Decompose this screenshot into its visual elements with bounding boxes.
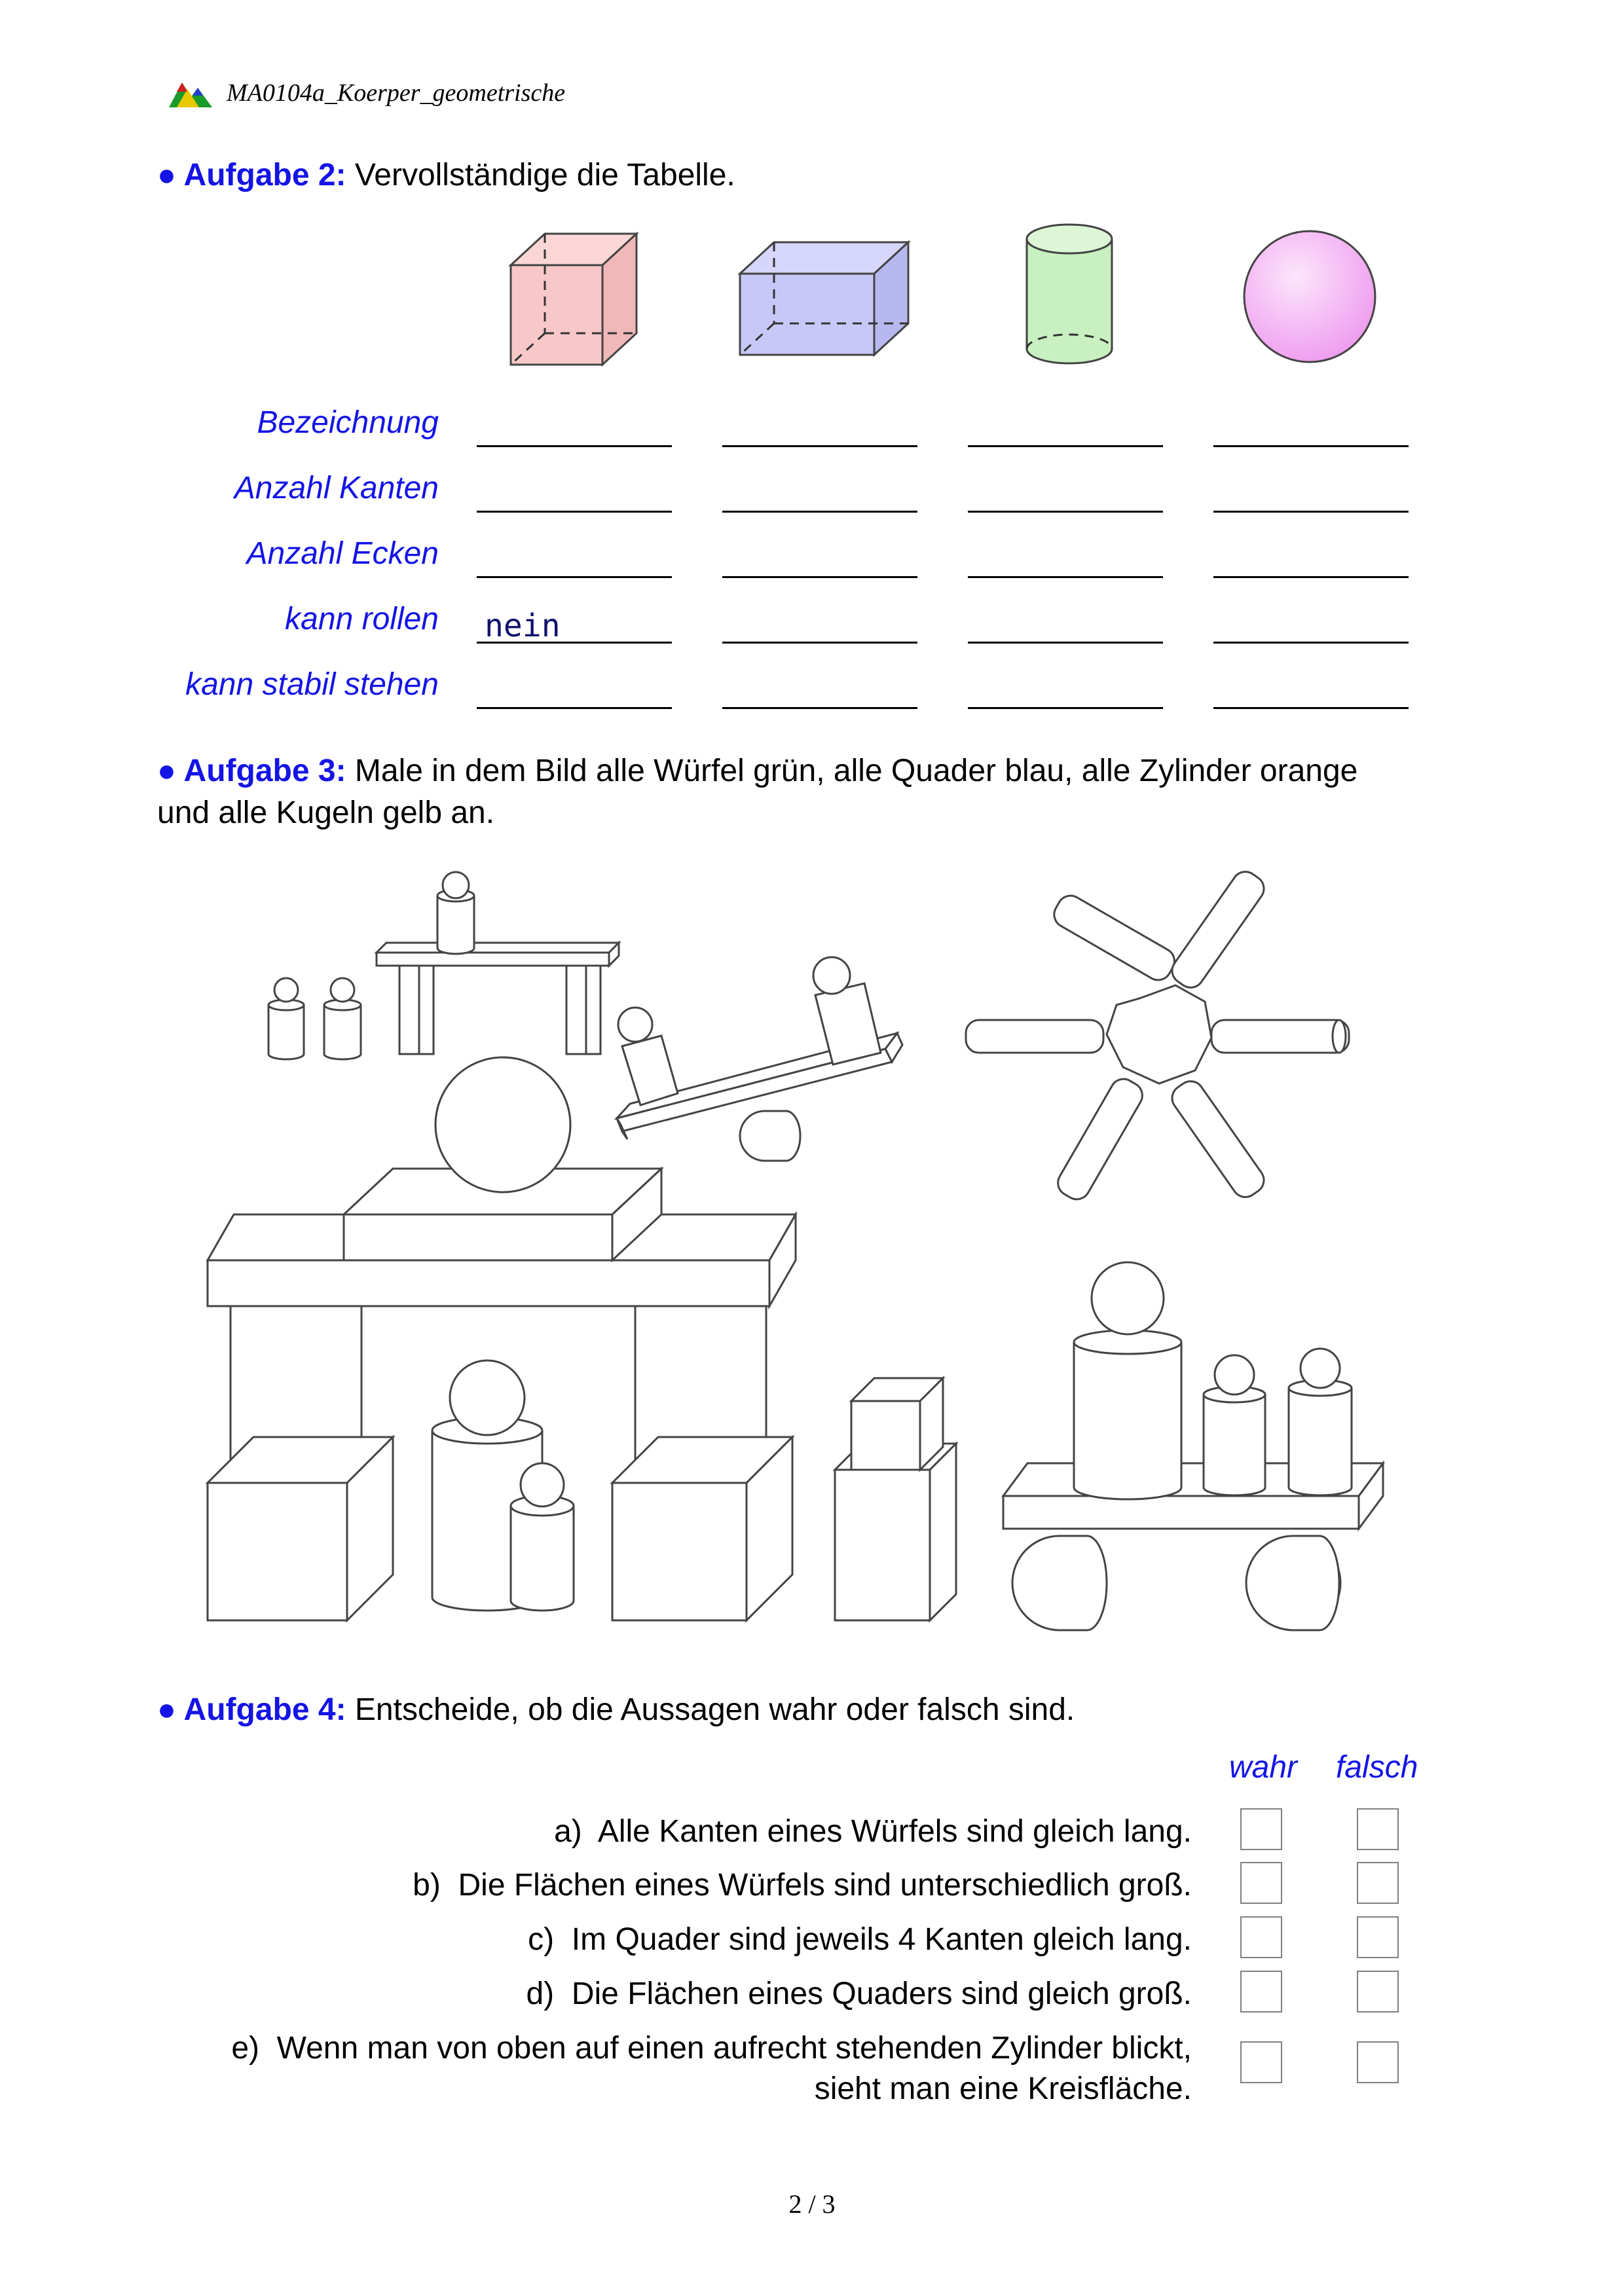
answer-ecken-2[interactable]	[722, 576, 917, 578]
answer-stehen-1[interactable]	[477, 707, 672, 709]
checkbox-a-falsch[interactable]	[1357, 1808, 1399, 1850]
mountain-logo-icon	[168, 77, 213, 109]
answer-stehen-2[interactable]	[722, 707, 917, 709]
checkbox-b-wahr[interactable]	[1240, 1862, 1282, 1904]
checkbox-e-falsch[interactable]	[1357, 2041, 1399, 2083]
answer-rollen-3[interactable]	[968, 642, 1163, 644]
page-number: 2 / 3	[788, 2189, 836, 2219]
cart-with-figures	[1003, 1262, 1383, 1630]
column-falsch: falsch	[1336, 1750, 1418, 1785]
answer-rollen-2[interactable]	[722, 642, 917, 644]
answer-rollen-4[interactable]	[1213, 642, 1409, 644]
answer-bezeichnung-3[interactable]	[968, 445, 1163, 447]
column-wahr: wahr	[1229, 1750, 1298, 1785]
statement-e-letter: e)	[231, 2031, 259, 2066]
statement-a	[79, 1812, 1192, 1852]
statement-c-letter: c)	[528, 1922, 555, 1957]
answer-rollen-1-text: nein	[485, 608, 561, 644]
statement-e-text: Wenn man von oben auf einen aufrecht stehenden Zylinder blickt,	[276, 2031, 1192, 2066]
table-with-figure	[377, 872, 619, 1054]
statement-c	[79, 1920, 1192, 1960]
statement-d-text: Die Flächen eines Quaders sind gleich groß.	[571, 1977, 1192, 2011]
checkbox-d-falsch[interactable]	[1357, 1971, 1399, 2013]
statement-c-text: Im Quader sind jeweils 4 Kanten gleich lang.	[571, 1922, 1192, 1957]
answer-kanten-4[interactable]	[1213, 511, 1409, 513]
task3-lead: ● Aufgabe 3:	[157, 754, 346, 788]
task2-heading	[157, 155, 735, 196]
task3-text-line2: und alle Kugeln gelb an.	[157, 795, 495, 830]
row-label-rollen: kann rollen	[285, 602, 439, 636]
task3-heading	[157, 750, 1519, 834]
row-label-stehen: kann stabil stehen	[185, 667, 439, 702]
answer-kanten-3[interactable]	[968, 511, 1163, 513]
checkbox-c-wahr[interactable]	[1240, 1916, 1282, 1958]
answer-rollen-1[interactable]	[477, 642, 672, 644]
answer-bezeichnung-4[interactable]	[1213, 445, 1409, 447]
checkbox-d-wahr[interactable]	[1240, 1971, 1282, 2013]
row-label-bezeichnung: Bezeichnung	[257, 405, 439, 440]
coloring-picture[interactable]	[196, 851, 1408, 1637]
checkbox-b-falsch[interactable]	[1357, 1862, 1399, 1904]
answer-stehen-3[interactable]	[968, 707, 1163, 709]
row-label-kanten: Anzahl Kanten	[234, 471, 439, 505]
statement-d-letter: d)	[526, 1977, 555, 2011]
two-small-figures	[268, 978, 361, 1059]
checkbox-a-wahr[interactable]	[1240, 1808, 1282, 1850]
star-of-cylinders	[966, 867, 1349, 1204]
task3-text-line1: Male in dem Bild alle Würfel grün, alle Quader blau, alle Zylinder orange	[346, 754, 1358, 788]
document-title: MA0104a_Koerper_geometrische	[227, 79, 566, 107]
statement-b-letter: b)	[413, 1868, 441, 1903]
answer-kanten-2[interactable]	[722, 511, 917, 513]
checkbox-e-wahr[interactable]	[1240, 2041, 1282, 2083]
answer-kanten-1[interactable]	[477, 511, 672, 513]
sphere-shape	[1241, 228, 1378, 365]
task4-text: Entscheide, ob die Aussagen wahr oder falsch sind.	[346, 1692, 1075, 1727]
stacked-boxes	[835, 1378, 956, 1620]
answer-ecken-3[interactable]	[968, 576, 1163, 578]
statement-a-text: Alle Kanten eines Würfels sind gleich lang.	[597, 1814, 1192, 1849]
statement-b	[79, 1865, 1192, 1906]
task4-heading	[157, 1689, 1075, 1731]
answer-ecken-1[interactable]	[477, 576, 672, 578]
answer-ecken-4[interactable]	[1213, 576, 1409, 578]
arch-structure	[208, 1057, 796, 1620]
statement-d	[79, 1974, 1192, 2014]
statement-e	[79, 2028, 1192, 2109]
task4-lead: ● Aufgabe 4:	[157, 1692, 346, 1727]
answer-bezeichnung-1[interactable]	[477, 445, 672, 447]
answer-bezeichnung-2[interactable]	[722, 445, 917, 447]
row-label-ecken: Anzahl Ecken	[246, 536, 439, 571]
checkbox-c-falsch[interactable]	[1357, 1916, 1399, 1958]
answer-stehen-4[interactable]	[1213, 707, 1409, 709]
seesaw	[617, 957, 902, 1161]
cuboid-shape	[733, 236, 917, 360]
cube-shape	[498, 226, 655, 373]
task2-text: Vervollständige die Tabelle.	[346, 158, 735, 192]
task2-lead: ● Aufgabe 2:	[157, 158, 346, 192]
statement-e-text2: sieht man eine Kreisfläche.	[814, 2071, 1192, 2106]
statement-a-letter: a)	[554, 1814, 582, 1849]
statement-b-text: Die Flächen eines Würfels sind unterschiedlich groß.	[458, 1868, 1192, 1903]
cylinder-shape	[1022, 219, 1120, 370]
